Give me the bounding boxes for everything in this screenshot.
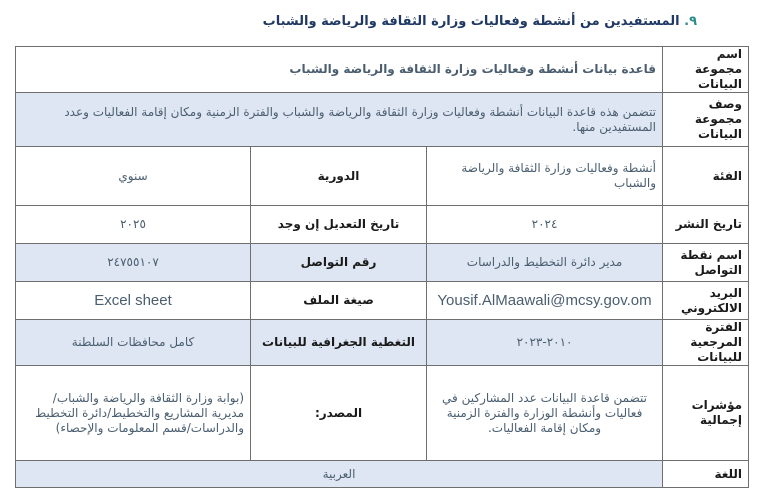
label-source: المصدر:	[251, 366, 427, 461]
value-contact-number: ٢٤٧٥٥١٠٧	[16, 244, 251, 282]
value-dataset-name: قاعدة بيانات أنشطة وفعاليات وزارة الثقافة والرياضة والشباب	[16, 47, 663, 93]
label-file-format: صيغة الملف	[251, 282, 427, 320]
value-frequency: سنوي	[16, 147, 251, 206]
row-email	[16, 282, 749, 320]
value-modified-date: ٢٠٢٥	[16, 206, 251, 244]
label-modified-date: تاريخ التعديل إن وجد	[251, 206, 427, 244]
label-publish-date: تاريخ النشر	[663, 206, 749, 244]
section-title: المستفيدين من أنشطة وفعاليات وزارة الثقافة والرياضة والشباب	[262, 14, 680, 29]
value-category: أنشطة وفعاليات وزارة الثقافة والرياضة والشباب	[427, 147, 663, 206]
value-indicators: تتضمن قاعدة البيانات عدد المشاركين في فعاليات وأنشطة الوزارة والفترة الزمنية ومكان إقامة الفعاليات.	[427, 366, 663, 461]
row-period	[16, 320, 749, 366]
label-contact-point: اسم نقطة التواصل	[663, 244, 749, 282]
value-publish-date: ٢٠٢٤	[427, 206, 663, 244]
row-language	[16, 461, 749, 488]
value-file-format: Excel sheet	[16, 282, 251, 320]
label-contact-number: رقم التواصل	[251, 244, 427, 282]
label-language: اللغة	[663, 461, 749, 488]
value-email[interactable]: Yousif.AlMaawali@mcsy.gov.om	[427, 282, 663, 320]
label-dataset-name: اسم مجموعة البيانات	[663, 47, 749, 93]
value-geographic-coverage: كامل محافظات السلطنة	[16, 320, 251, 366]
row-indicators	[16, 366, 749, 461]
section-number: ٩.	[684, 14, 697, 29]
value-language: العربية	[16, 461, 663, 488]
label-description: وصف مجموعة البيانات	[663, 93, 749, 147]
value-source: (بوابة وزارة الثقافة والرياضة والشباب/مديرية المشاريع والتخطيط/دائرة التخطيط والدراسات/قسم المعلومات والإحصاء)	[16, 366, 251, 461]
row-category	[16, 147, 749, 206]
label-email: البريد الالكتروني	[663, 282, 749, 320]
label-indicators: مؤشرات إجمالية	[663, 366, 749, 461]
value-reference-period: ٢٠١٠-٢٠٢٣	[427, 320, 663, 366]
section-heading	[263, 14, 697, 29]
row-description	[16, 93, 749, 147]
label-reference-period: الفترة المرجعية للبيانات	[663, 320, 749, 366]
dataset-metadata-table	[15, 46, 749, 488]
label-category: الفئة	[663, 147, 749, 206]
value-description: تتضمن هذه قاعدة البيانات أنشطة وفعاليات وزارة الثقافة والرياضة والشباب والفترة الزمنية ومكان إقامة الفعاليات وعدد المستفيدين منها.	[16, 93, 663, 147]
label-frequency: الدورية	[251, 147, 427, 206]
value-contact-point: مدير دائرة التخطيط والدراسات	[427, 244, 663, 282]
row-contact	[16, 244, 749, 282]
label-geographic-coverage: التغطية الجغرافية للبيانات	[251, 320, 427, 366]
row-dataset-name	[16, 47, 749, 93]
row-publish	[16, 206, 749, 244]
